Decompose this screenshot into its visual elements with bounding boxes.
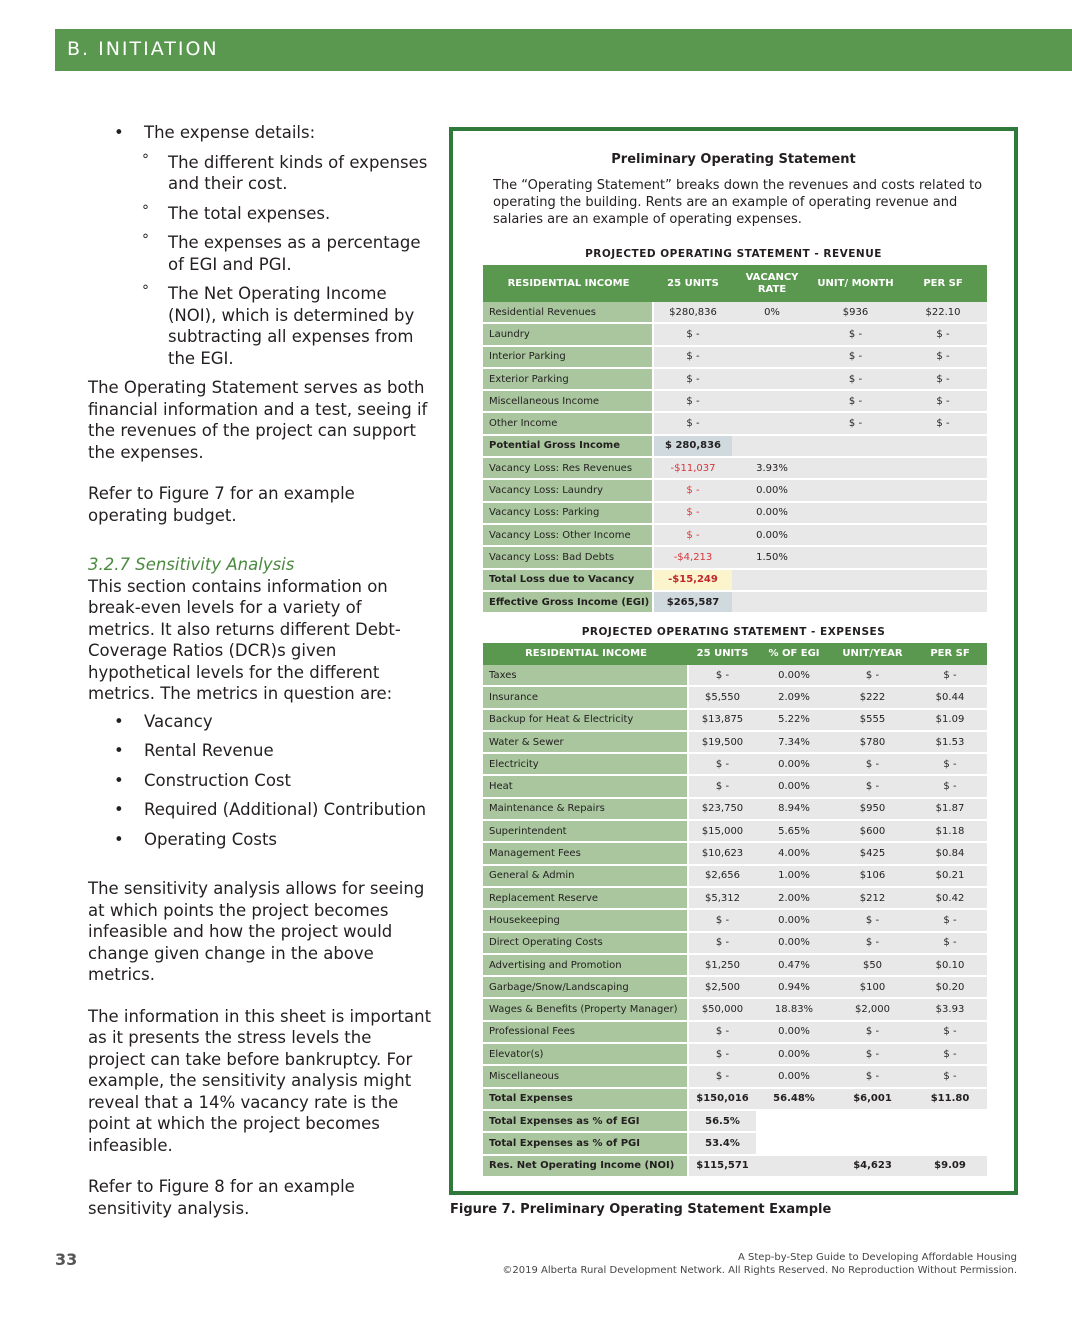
table-cell: $ - bbox=[913, 1044, 987, 1066]
table-cell: $115,571 bbox=[689, 1156, 756, 1178]
table-cell: $ - bbox=[899, 413, 987, 435]
row-label: Total Expenses as % of EGI bbox=[483, 1111, 689, 1133]
table-cell: $ - bbox=[654, 480, 732, 502]
table-cell: $265,587 bbox=[654, 592, 732, 614]
body-text-column bbox=[88, 122, 433, 1239]
table-cell: $780 bbox=[832, 732, 913, 754]
table-cell: $ - bbox=[654, 347, 732, 369]
table-cell bbox=[899, 570, 987, 592]
row-label: Vacancy Loss: Res Revenues bbox=[483, 458, 654, 480]
table-cell bbox=[899, 480, 987, 502]
row-label: Other Income bbox=[483, 413, 654, 435]
table-cell: 5.22% bbox=[756, 710, 832, 732]
row-label: Taxes bbox=[483, 665, 689, 687]
row-label: Potential Gross Income bbox=[483, 436, 654, 458]
row-label: Electricity bbox=[483, 754, 689, 776]
row-label: General & Admin bbox=[483, 866, 689, 888]
table-cell bbox=[732, 570, 812, 592]
row-label: Res. Net Operating Income (NOI) bbox=[483, 1156, 689, 1178]
bullet-icon: • bbox=[114, 123, 124, 142]
table-row bbox=[483, 1133, 987, 1155]
table-row bbox=[483, 866, 987, 888]
table-cell: $ - bbox=[654, 324, 732, 346]
table-cell: $ - bbox=[689, 933, 756, 955]
section-header-band bbox=[55, 29, 1072, 71]
bullet-icon: • bbox=[114, 829, 124, 849]
figure-operating-statement bbox=[449, 127, 1018, 1195]
table-cell: $ - bbox=[913, 1022, 987, 1044]
table-cell: 0% bbox=[732, 302, 812, 324]
table-cell: 0.47% bbox=[756, 955, 832, 977]
table-row bbox=[483, 413, 987, 435]
table-cell: $ - bbox=[899, 391, 987, 413]
row-label: Insurance bbox=[483, 687, 689, 709]
table-cell: $950 bbox=[832, 799, 913, 821]
table-cell bbox=[732, 413, 812, 435]
table-cell bbox=[812, 570, 899, 592]
table-row bbox=[483, 933, 987, 955]
sub-bullet-item bbox=[88, 232, 433, 275]
row-label: Housekeeping bbox=[483, 910, 689, 932]
table-cell: 0.00% bbox=[732, 525, 812, 547]
table-cell: $1.53 bbox=[913, 732, 987, 754]
table-row bbox=[483, 302, 987, 324]
figure-caption: Figure 7. Preliminary Operating Statement Example bbox=[450, 1202, 832, 1217]
table-cell: $ - bbox=[832, 754, 913, 776]
row-label: Professional Fees bbox=[483, 1022, 689, 1044]
table-cell: $ - bbox=[899, 369, 987, 391]
row-label: Backup for Heat & Electricity bbox=[483, 710, 689, 732]
table-cell bbox=[832, 1111, 913, 1133]
list-item-text: Vacancy bbox=[144, 711, 213, 731]
table-row bbox=[483, 754, 987, 776]
table-cell bbox=[832, 1133, 913, 1155]
revenue-table-title: PROJECTED OPERATING STATEMENT - REVENUE bbox=[585, 248, 882, 260]
table-cell: $6,001 bbox=[832, 1089, 913, 1111]
table-cell: 1.50% bbox=[732, 547, 812, 569]
table-cell bbox=[913, 1133, 987, 1155]
table-cell: 18.83% bbox=[756, 999, 832, 1021]
bullet-icon: • bbox=[114, 770, 124, 790]
table-cell: $22.10 bbox=[899, 302, 987, 324]
row-label: Heat bbox=[483, 776, 689, 798]
table-cell bbox=[899, 436, 987, 458]
degree-bullet-icon: ° bbox=[142, 232, 149, 248]
table-cell: -$4,213 bbox=[654, 547, 732, 569]
column-header: 25 UNITS bbox=[689, 643, 756, 665]
table-row bbox=[483, 910, 987, 932]
table-cell bbox=[812, 547, 899, 569]
row-label: Total Expenses bbox=[483, 1089, 689, 1111]
table-cell: $1.18 bbox=[913, 821, 987, 843]
table-cell bbox=[732, 324, 812, 346]
table-cell: $ - bbox=[913, 1066, 987, 1088]
table-cell: $ - bbox=[832, 1044, 913, 1066]
footer bbox=[502, 1251, 1017, 1277]
paragraph: The Operating Statement serves as both financial information and a test, seeing if the revenues of the project can support the expenses. bbox=[88, 378, 428, 462]
row-label: Water & Sewer bbox=[483, 732, 689, 754]
table-cell: 53.4% bbox=[689, 1133, 756, 1155]
list-item bbox=[88, 829, 433, 851]
column-header: UNIT/YEAR bbox=[832, 643, 913, 665]
row-label: Total Expenses as % of PGI bbox=[483, 1133, 689, 1155]
list-item bbox=[88, 770, 433, 792]
table-row bbox=[483, 799, 987, 821]
table-cell: 2.00% bbox=[756, 888, 832, 910]
table-cell bbox=[899, 525, 987, 547]
bullet-icon: • bbox=[114, 711, 124, 731]
table-cell bbox=[732, 592, 812, 614]
table-cell: $ - bbox=[812, 391, 899, 413]
table-row bbox=[483, 1022, 987, 1044]
table-cell bbox=[899, 458, 987, 480]
bullet-item bbox=[88, 122, 433, 144]
table-cell: $11.80 bbox=[913, 1089, 987, 1111]
table-cell: $0.20 bbox=[913, 977, 987, 999]
table-row bbox=[483, 977, 987, 999]
figure-description: The “Operating Statement” breaks down the revenues and costs related to operating the building. Rents are an example of operating revenue and salaries are an example of operating expenses. bbox=[493, 178, 983, 227]
column-header: PER SF bbox=[913, 643, 987, 665]
table-row bbox=[483, 888, 987, 910]
paragraph: Refer to Figure 8 for an example sensitivity analysis. bbox=[88, 1177, 355, 1218]
figure-title: Preliminary Operating Statement bbox=[611, 152, 856, 167]
row-label: Total Loss due to Vacancy bbox=[483, 570, 654, 592]
row-label: Vacancy Loss: Other Income bbox=[483, 525, 654, 547]
table-cell: 1.00% bbox=[756, 866, 832, 888]
table-cell: $ - bbox=[654, 391, 732, 413]
table-cell: $ - bbox=[654, 525, 732, 547]
sub-bullet-text: The total expenses. bbox=[168, 203, 331, 223]
table-cell: 0.00% bbox=[756, 1066, 832, 1088]
table-cell bbox=[732, 436, 812, 458]
table-row bbox=[483, 458, 987, 480]
list-item-text: Construction Cost bbox=[144, 770, 291, 790]
column-header: UNIT/ MONTH bbox=[812, 265, 899, 302]
row-label: Advertising and Promotion bbox=[483, 955, 689, 977]
table-row bbox=[483, 1066, 987, 1088]
row-label: Vacancy Loss: Parking bbox=[483, 503, 654, 525]
table-row bbox=[483, 710, 987, 732]
table-cell: $280,836 bbox=[654, 302, 732, 324]
sub-bullet-item bbox=[88, 152, 433, 195]
row-label: Residential Revenues bbox=[483, 302, 654, 324]
column-header: PER SF bbox=[899, 265, 987, 302]
degree-bullet-icon: ° bbox=[142, 283, 149, 299]
table-cell: 0.94% bbox=[756, 977, 832, 999]
table-row bbox=[483, 324, 987, 346]
table-cell bbox=[732, 369, 812, 391]
sub-bullet-item bbox=[88, 203, 433, 225]
table-cell: $212 bbox=[832, 888, 913, 910]
table-cell: $0.10 bbox=[913, 955, 987, 977]
table-cell: $ - bbox=[654, 413, 732, 435]
row-label: Superintendent bbox=[483, 821, 689, 843]
table-cell bbox=[732, 391, 812, 413]
table-cell: $ - bbox=[812, 347, 899, 369]
table-cell: $0.44 bbox=[913, 687, 987, 709]
table-cell: $9.09 bbox=[913, 1156, 987, 1178]
list-item-text: Required (Additional) Contribution bbox=[144, 800, 427, 819]
table-cell: $0.42 bbox=[913, 888, 987, 910]
table-cell: $ - bbox=[689, 910, 756, 932]
table-cell: $ - bbox=[812, 369, 899, 391]
table-cell: 7.34% bbox=[756, 732, 832, 754]
table-cell: $50,000 bbox=[689, 999, 756, 1021]
table-cell: $2,500 bbox=[689, 977, 756, 999]
table-cell: 8.94% bbox=[756, 799, 832, 821]
expense-table-title: PROJECTED OPERATING STATEMENT - EXPENSES bbox=[581, 626, 886, 638]
table-row bbox=[483, 1089, 987, 1111]
row-label: Direct Operating Costs bbox=[483, 933, 689, 955]
row-label: Replacement Reserve bbox=[483, 888, 689, 910]
table-cell bbox=[756, 1156, 832, 1178]
table-cell: $0.84 bbox=[913, 843, 987, 865]
table-cell bbox=[899, 592, 987, 614]
row-label: Wages & Benefits (Property Manager) bbox=[483, 999, 689, 1021]
bullet-icon: • bbox=[114, 741, 124, 760]
table-cell bbox=[899, 547, 987, 569]
list-item bbox=[88, 711, 433, 733]
table-cell: $3.93 bbox=[913, 999, 987, 1021]
sub-bullet-text: The different kinds of expenses and their cost. bbox=[168, 152, 428, 193]
paragraph: Refer to Figure 7 for an example operating budget. bbox=[88, 484, 355, 525]
table-cell: 4.00% bbox=[756, 843, 832, 865]
table-cell: 0.00% bbox=[756, 1022, 832, 1044]
table-cell: $222 bbox=[832, 687, 913, 709]
table-cell: $1,250 bbox=[689, 955, 756, 977]
footer-line: A Step-by-Step Guide to Developing Affordable Housing bbox=[738, 1252, 1017, 1263]
paragraph: The information in this sheet is important as it presents the stress levels the project can take before bankruptcy. For example, the sensitivity analysis might reveal that a 14% vacancy rate is the point at which the project becomes infeasible. bbox=[88, 1006, 432, 1155]
table-row bbox=[483, 347, 987, 369]
row-label: Elevator(s) bbox=[483, 1044, 689, 1066]
table-cell bbox=[756, 1111, 832, 1133]
table-cell: $ - bbox=[812, 324, 899, 346]
degree-bullet-icon: ° bbox=[142, 151, 149, 168]
table-cell: $ - bbox=[832, 665, 913, 687]
table-cell: $ - bbox=[832, 1066, 913, 1088]
table-cell bbox=[812, 503, 899, 525]
table-cell: $13,875 bbox=[689, 710, 756, 732]
table-cell: 0.00% bbox=[732, 503, 812, 525]
degree-bullet-icon: ° bbox=[142, 202, 149, 219]
page-number: 33 bbox=[55, 1250, 78, 1269]
table-cell: $ - bbox=[913, 910, 987, 932]
table-cell: 5.65% bbox=[756, 821, 832, 843]
table-cell: 0.00% bbox=[756, 776, 832, 798]
table-cell: $1.09 bbox=[913, 710, 987, 732]
sub-bullet-item bbox=[88, 283, 433, 369]
bullet-text: The expense details: bbox=[144, 123, 316, 142]
table-cell: $936 bbox=[812, 302, 899, 324]
footer-line: ©2019 Alberta Rural Development Network. All Rights Reserved. No Reproduction Without Permission. bbox=[502, 1265, 1017, 1276]
table-cell: $555 bbox=[832, 710, 913, 732]
sub-bullet-text: The expenses as a percentage of EGI and PGI. bbox=[168, 233, 421, 274]
table-cell bbox=[812, 525, 899, 547]
table-cell: $ - bbox=[913, 754, 987, 776]
table-cell: 0.00% bbox=[756, 1044, 832, 1066]
table-cell: $ - bbox=[913, 933, 987, 955]
table-cell: $150,016 bbox=[689, 1089, 756, 1111]
table-row bbox=[483, 665, 987, 687]
table-cell: $ - bbox=[832, 776, 913, 798]
table-row bbox=[483, 436, 987, 458]
table-cell bbox=[913, 1111, 987, 1133]
column-header: RESIDENTIAL INCOME bbox=[483, 265, 654, 302]
list-item-text: Operating Costs bbox=[144, 829, 278, 849]
table-cell: $ - bbox=[913, 776, 987, 798]
table-cell: 56.48% bbox=[756, 1089, 832, 1111]
list-item bbox=[88, 799, 433, 821]
row-label: Miscellaneous Income bbox=[483, 391, 654, 413]
revenue-table bbox=[483, 265, 987, 614]
table-cell: $5,312 bbox=[689, 888, 756, 910]
row-label: Effective Gross Income (EGI) bbox=[483, 592, 654, 614]
table-row bbox=[483, 547, 987, 569]
table-cell: 0.00% bbox=[756, 665, 832, 687]
table-cell: 0.00% bbox=[732, 480, 812, 502]
table-cell: $ - bbox=[689, 1066, 756, 1088]
table-cell bbox=[812, 592, 899, 614]
row-label: Interior Parking bbox=[483, 347, 654, 369]
table-cell: $ - bbox=[812, 413, 899, 435]
row-label: Exterior Parking bbox=[483, 369, 654, 391]
table-cell: $23,750 bbox=[689, 799, 756, 821]
table-cell: $ - bbox=[832, 933, 913, 955]
table-cell bbox=[812, 458, 899, 480]
table-row bbox=[483, 843, 987, 865]
table-row bbox=[483, 1044, 987, 1066]
table-cell: 0.00% bbox=[756, 933, 832, 955]
table-row bbox=[483, 955, 987, 977]
table-cell: 56.5% bbox=[689, 1111, 756, 1133]
table-row bbox=[483, 570, 987, 592]
table-cell: $ - bbox=[654, 503, 732, 525]
table-row bbox=[483, 821, 987, 843]
column-header: % OF EGI bbox=[756, 643, 832, 665]
table-cell: 2.09% bbox=[756, 687, 832, 709]
table-cell: 3.93% bbox=[732, 458, 812, 480]
table-cell: $600 bbox=[832, 821, 913, 843]
table-cell bbox=[812, 436, 899, 458]
table-row bbox=[483, 999, 987, 1021]
section-title: B. INITIATION bbox=[67, 38, 219, 60]
table-cell bbox=[812, 480, 899, 502]
row-label: Vacancy Loss: Laundry bbox=[483, 480, 654, 502]
table-row bbox=[483, 732, 987, 754]
table-cell: $ - bbox=[654, 369, 732, 391]
table-cell: $5,550 bbox=[689, 687, 756, 709]
table-cell: $106 bbox=[832, 866, 913, 888]
table-row bbox=[483, 687, 987, 709]
paragraph: The sensitivity analysis allows for seeing at which points the project becomes infeasible and how the project would change given change in the above metrics. bbox=[88, 879, 425, 984]
table-cell bbox=[756, 1133, 832, 1155]
table-cell: $1.87 bbox=[913, 799, 987, 821]
table-row bbox=[483, 369, 987, 391]
table-cell: $2,656 bbox=[689, 866, 756, 888]
table-cell: $ - bbox=[689, 1044, 756, 1066]
table-cell: $2,000 bbox=[832, 999, 913, 1021]
table-row bbox=[483, 480, 987, 502]
table-row bbox=[483, 1111, 987, 1133]
table-cell bbox=[899, 503, 987, 525]
table-cell: $0.21 bbox=[913, 866, 987, 888]
table-cell: $ - bbox=[899, 347, 987, 369]
table-cell: $ - bbox=[832, 910, 913, 932]
metric-list bbox=[88, 711, 433, 851]
expense-table bbox=[483, 643, 987, 1178]
table-cell: $ - bbox=[689, 776, 756, 798]
table-cell: $19,500 bbox=[689, 732, 756, 754]
paragraph: This section contains information on break-even levels for a variety of metrics. It also returns different Debt-Coverage Ratios (DCR)s given hypothetical levels for the different metrics. The metrics in question are: bbox=[88, 576, 401, 703]
table-row bbox=[483, 503, 987, 525]
table-cell: $425 bbox=[832, 843, 913, 865]
table-cell: 0.00% bbox=[756, 910, 832, 932]
table-cell: $4,623 bbox=[832, 1156, 913, 1178]
table-row bbox=[483, 391, 987, 413]
row-label: Management Fees bbox=[483, 843, 689, 865]
bullet-icon: • bbox=[114, 800, 124, 819]
row-label: Laundry bbox=[483, 324, 654, 346]
table-row bbox=[483, 525, 987, 547]
table-cell: $ 280,836 bbox=[654, 436, 732, 458]
table-cell: $10,623 bbox=[689, 843, 756, 865]
table-cell bbox=[732, 347, 812, 369]
sub-bullet-text: The Net Operating Income (NOI), which is determined by subtracting all expenses from the EGI. bbox=[168, 284, 415, 368]
table-cell: $ - bbox=[689, 1022, 756, 1044]
table-cell: $50 bbox=[832, 955, 913, 977]
row-label: Vacancy Loss: Bad Debts bbox=[483, 547, 654, 569]
table-row bbox=[483, 776, 987, 798]
section-heading: 3.2.7 Sensitivity Analysis bbox=[88, 555, 295, 574]
table-cell: $ - bbox=[899, 324, 987, 346]
list-item-text: Rental Revenue bbox=[144, 741, 274, 760]
list-item bbox=[88, 740, 433, 762]
table-cell: $100 bbox=[832, 977, 913, 999]
table-cell: $ - bbox=[689, 754, 756, 776]
row-label: Garbage/Snow/Landscaping bbox=[483, 977, 689, 999]
table-cell: 0.00% bbox=[756, 754, 832, 776]
table-cell: $ - bbox=[832, 1022, 913, 1044]
row-label: Maintenance & Repairs bbox=[483, 799, 689, 821]
row-label: Miscellaneous bbox=[483, 1066, 689, 1088]
table-row bbox=[483, 1156, 987, 1178]
table-cell: -$15,249 bbox=[654, 570, 732, 592]
table-cell: $15,000 bbox=[689, 821, 756, 843]
table-cell: -$11,037 bbox=[654, 458, 732, 480]
table-row bbox=[483, 592, 987, 614]
column-header: VACANCY RATE bbox=[732, 265, 812, 302]
column-header: 25 UNITS bbox=[654, 265, 732, 302]
column-header: RESIDENTIAL INCOME bbox=[483, 643, 689, 665]
table-cell: $ - bbox=[913, 665, 987, 687]
table-cell: $ - bbox=[689, 665, 756, 687]
